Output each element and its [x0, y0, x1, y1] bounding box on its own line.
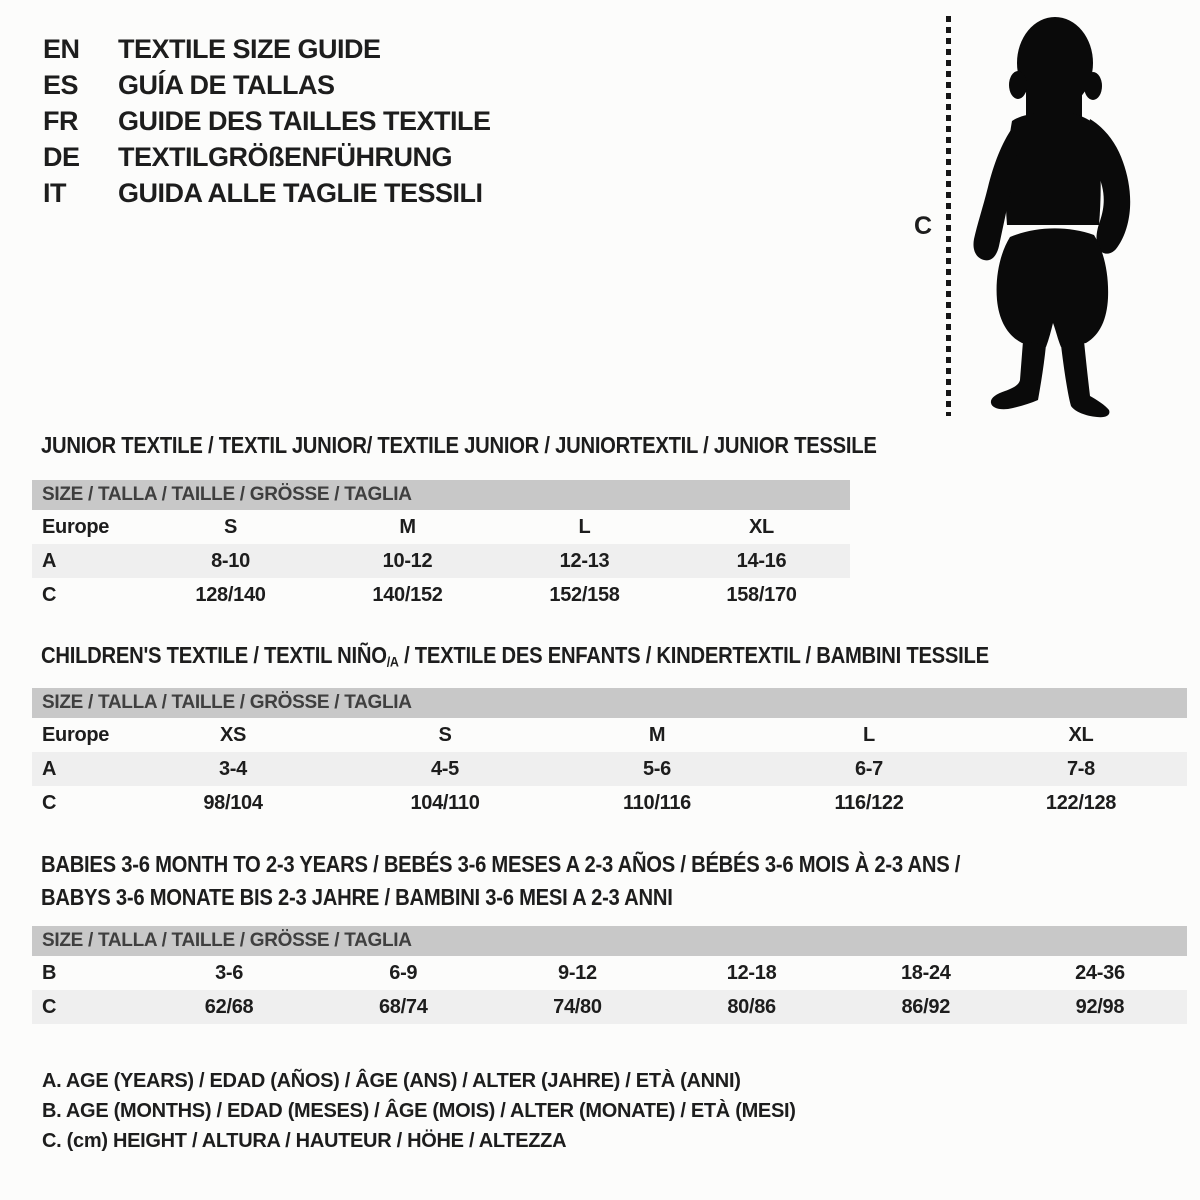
- table-cell: L: [578, 515, 591, 538]
- language-code: ES: [43, 69, 79, 100]
- table-row: [32, 752, 1187, 786]
- table-cell: 4-5: [430, 757, 459, 780]
- table-cell: 128/140: [195, 583, 266, 606]
- guide-title: TEXTILE SIZE GUIDE: [118, 33, 381, 64]
- table-cell: XL: [1068, 723, 1094, 746]
- table-cell: 3-6: [215, 961, 244, 984]
- table-cell: 122/128: [1045, 791, 1117, 814]
- table-cell: 104/110: [410, 791, 480, 814]
- size-table-header-bar: SIZE / TALLA / TAILLE / GRÖSSE / TAGLIA: [32, 480, 850, 510]
- table-cell: 116/122: [834, 791, 904, 814]
- table-cell: 62/68: [204, 995, 254, 1018]
- table-cell: 7-8: [1066, 757, 1095, 780]
- legend-line-b: B. AGE (MONTHS) / EDAD (MESES) / ÂGE (MOIS) / ALTER (MONATE) / ETÀ (MESI): [42, 1100, 796, 1122]
- language-code: EN: [43, 33, 80, 64]
- legend-line-a: A. AGE (YEARS) / EDAD (AÑOS) / ÂGE (ANS) / ALTER (JAHRE) / ETÀ (ANNI): [42, 1070, 741, 1092]
- children-size-table: [32, 688, 1187, 820]
- table-row: [32, 786, 1187, 820]
- size-table-header-bar: SIZE / TALLA / TAILLE / GRÖSSE / TAGLIA: [32, 688, 1187, 718]
- table-row: [32, 990, 1187, 1024]
- table-cell: 110/116: [623, 791, 691, 814]
- table-row: [32, 578, 850, 612]
- table-cell: 6-7: [854, 757, 883, 780]
- row-label: Europe: [42, 515, 110, 538]
- table-cell: 12-18: [726, 961, 777, 984]
- table-cell: 24-36: [1075, 961, 1125, 984]
- guide-title: GUIDA ALLE TAGLIE TESSILI: [118, 177, 483, 208]
- heading-text: JUNIOR TEXTILE / TEXTIL JUNIOR/ TEXTILE JUNIOR / JUNIORTEXTIL / JUNIOR TESSILE: [41, 432, 877, 458]
- table-cell: 10-12: [382, 549, 433, 572]
- children-section-heading: [41, 642, 989, 676]
- table-cell: 74/80: [553, 995, 602, 1018]
- table-cell: M: [399, 515, 416, 538]
- legend-line-c: C. (cm) HEIGHT / ALTURA / HAUTEUR / HÖHE / ALTEZZA: [42, 1130, 567, 1152]
- table-cell: 86/92: [901, 995, 951, 1018]
- table-cell: 18-24: [900, 961, 951, 984]
- heading-line-1: BABIES 3-6 MONTH TO 2-3 YEARS / BEBÉS 3-6 MESES A 2-3 AÑOS / BÉBÉS 3-6 MOIS À 2-3 ANS /: [41, 851, 961, 877]
- table-cell: 140/152: [372, 583, 443, 606]
- table-row: [32, 510, 850, 544]
- table-cell: 92/98: [1075, 995, 1125, 1018]
- junior-section-heading: [41, 432, 877, 458]
- dashed-measure-line: [946, 16, 951, 416]
- table-cell: 3-4: [218, 757, 247, 780]
- table-cell: 152/158: [549, 583, 620, 606]
- table-cell: 80/86: [727, 995, 776, 1018]
- guide-title: GUÍA DE TALLAS: [118, 69, 335, 100]
- guide-title: TEXTILGRÖßENFÜHRUNG: [118, 141, 452, 172]
- table-cell: 6-9: [389, 961, 418, 984]
- row-label: C: [42, 995, 57, 1018]
- row-label: A: [42, 549, 57, 572]
- table-cell: 8-10: [211, 549, 250, 572]
- table-cell: 158/170: [726, 583, 797, 606]
- language-code: FR: [43, 105, 78, 136]
- size-table-header-bar: SIZE / TALLA / TAILLE / GRÖSSE / TAGLIA: [32, 926, 1187, 956]
- row-label: Europe: [42, 723, 110, 746]
- heading-text: / TEXTILE DES ENFANTS / KINDERTEXTIL / BAMBINI TESSILE: [398, 642, 989, 668]
- junior-size-table: [32, 480, 850, 612]
- babies-size-table: [32, 926, 1187, 1024]
- measurement-legend: [42, 1066, 796, 1156]
- table-cell: S: [223, 515, 238, 538]
- table-cell: S: [438, 723, 452, 746]
- heading-text: CHILDREN'S TEXTILE / TEXTIL NIÑO: [41, 642, 387, 668]
- table-cell: L: [863, 723, 875, 746]
- row-label: B: [42, 961, 57, 984]
- table-row: [32, 956, 1187, 990]
- toddler-silhouette-icon: [966, 15, 1136, 420]
- row-label: C: [42, 791, 57, 814]
- height-measure-figure: [0, 0, 1200, 440]
- table-cell: 5-6: [642, 757, 671, 780]
- row-label: C: [42, 583, 57, 606]
- table-cell: 9-12: [558, 961, 597, 984]
- table-cell: 14-16: [736, 549, 787, 572]
- table-row: [32, 718, 1187, 752]
- height-measure-label: C: [914, 212, 933, 240]
- guide-title: GUIDE DES TAILLES TEXTILE: [118, 105, 491, 136]
- table-cell: 12-13: [559, 549, 610, 572]
- heading-line-2: BABYS 3-6 MONATE BIS 2-3 JAHRE / BAMBINI 3-6 MESI A 2-3 ANNI: [41, 884, 673, 910]
- table-cell: XS: [219, 723, 247, 746]
- language-code: DE: [43, 141, 80, 172]
- heading-subscript: /A: [386, 654, 399, 671]
- babies-section-heading: [41, 848, 960, 914]
- language-code: IT: [43, 177, 66, 208]
- table-cell: XL: [749, 515, 774, 538]
- row-label: A: [42, 757, 57, 780]
- table-cell: 98/104: [203, 791, 263, 814]
- table-cell: M: [648, 723, 666, 746]
- table-row: [32, 544, 850, 578]
- table-cell: 68/74: [378, 995, 428, 1018]
